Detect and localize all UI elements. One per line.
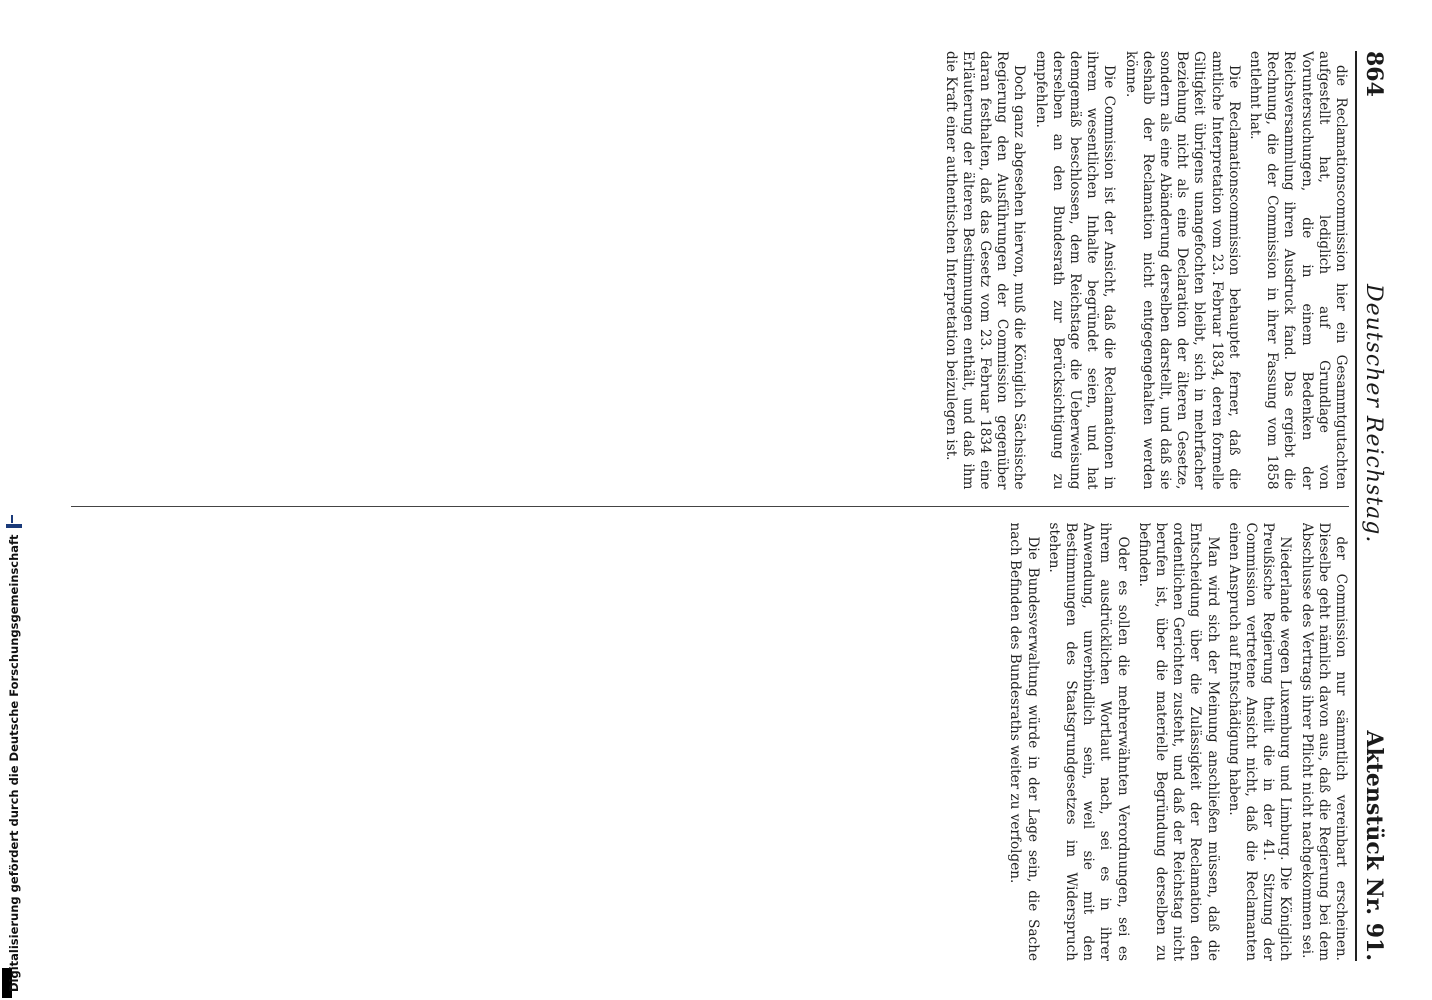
paragraph: Niederlande wegen Luxemburg und Limburg. Die Königlich Preußische Regierung theilt die in der 41. Sitzung der Commission vertretene Ansicht nicht, daß die Reclamanten einen Anspruch auf Entschädigung haben. (1225, 522, 1294, 961)
digitization-credit (6, 534, 22, 992)
paragraph: Man wird sich der Meinung anschließen müssen, daß die Entscheidung über die Zulässigkeit der Reclamation den ordentlichen Gerichten zusteht, und daß der Reichstag nicht berufen ist, über die materielle Begründung derselben zu befinden. (1135, 522, 1221, 961)
paragraph: der Commission nur sämmtlich vereinbart erscheinen. Dieselbe geht nämlich davon aus, daß die Regierung bei dem Abschlusse des Vertrags ihrer Pflicht nicht nachgekommen sei. (1298, 522, 1349, 961)
column-left (71, 51, 1349, 490)
paragraph: die Reclamationscommission hier ein Gesammtgutachten aufgestellt hat, lediglich auf Grundlage von Voruntersuchungen, die in einem Bedenken der Reichsversammlung ihren Ausdruck fand. Das ergiebt die Rechnung, die der Commission in ihrer Fassung vom 1858 entlehnt hat. (1246, 51, 1349, 490)
column-right (71, 523, 1349, 962)
paragraph: Die Commission ist der Ansicht, daß die Reclamationen in ihrem wesentlichen Inhalte begründet seien, und hat demgemäß beschlossen, dem Reichstage die Ueberweisung derselben an den Bundesrath zur Berücksichtigung zu empfehlen. (1032, 51, 1118, 490)
text-columns (71, 51, 1349, 961)
credit-text: Digitalisierung gefördert durch die Deutsche Forschungsgemeinschaft (7, 534, 21, 992)
column-divider (71, 506, 1349, 507)
paragraph: Doch ganz abgesehen hiervon, muß die Königlich Sächsische Regierung den Ausführungen der Commission gegenüber daran festhalten, daß das Gesetz vom 23. Februar 1834 eine Erläuterung der älteren Bestimmungen enthält, und daß ihm die Kraft einer authentischen Interpretation beizulegen ist. (942, 51, 1028, 490)
paragraph: Die Bundesverwaltung würde in der Lage sein, die Sache nach Befinden des Bundesraths weiter zu verfolgen. (1007, 522, 1041, 961)
page-title: Deutscher Reichstag. (1361, 283, 1387, 544)
dfg-logo-icon (6, 524, 22, 528)
page-header (1355, 51, 1391, 961)
appendix-number: Aktenstück Nr. 91. (1361, 730, 1387, 961)
paragraph: Die Reclamationscommission behauptet ferner, daß die amtliche Interpretation vom 23. Februar 1834, deren formelle Giltigkeit übrigens unangefochten bleibt, sich in mehrfacher Beziehung nicht als eine Declaration der älteren Gesetze, sondern als eine Abänderung derselben darstellt, und daß sie deshalb der Reclamation nicht entgegengehalten werden könne. (1122, 51, 1242, 490)
paragraph: Oder es sollen die mehrerwähnten Verordnungen, sei es ihrem ausdrücklichen Wortlaut nach, sei es in ihrer Anwendung, unverbindlich sein, weil sie mit den Bestimmungen des Staatsgrundgesetzes im Widerspruch stehen. (1045, 522, 1131, 961)
scanned-page (60, 40, 1402, 972)
rotated-page-content (61, 41, 1401, 971)
page-number: 864 (1361, 51, 1387, 97)
